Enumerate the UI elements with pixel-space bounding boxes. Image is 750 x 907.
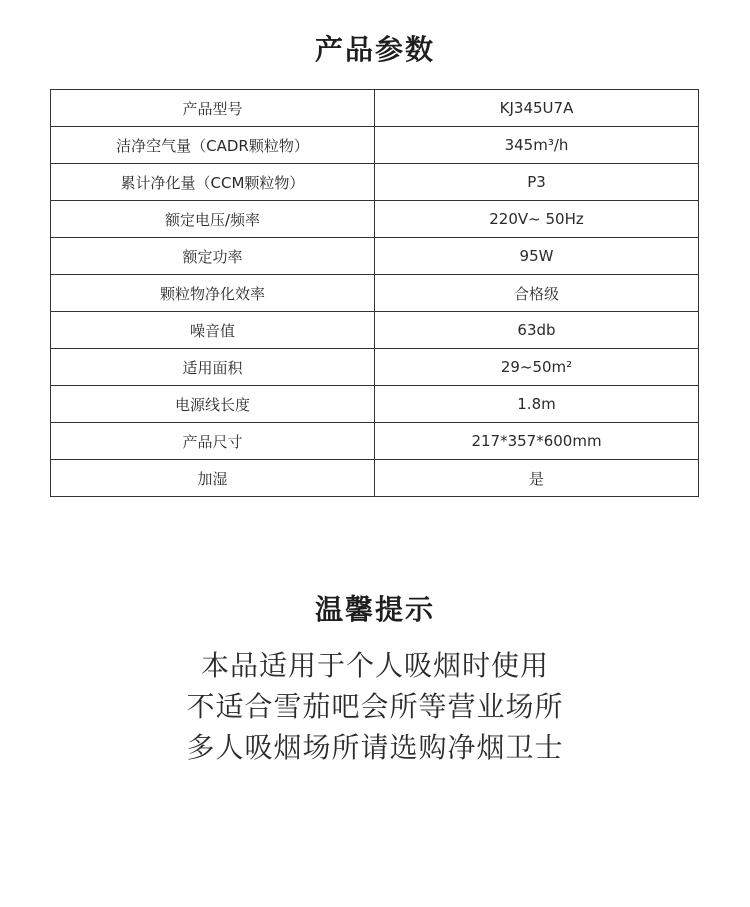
row-label: 额定功率 <box>51 238 375 275</box>
spec-table <box>50 89 699 497</box>
row-value: 217*357*600mm <box>375 423 699 460</box>
tip-line: 不适合雪茄吧会所等营业场所 <box>186 690 564 723</box>
table-row <box>51 423 699 460</box>
row-label: 累计净化量（CCM颗粒物） <box>51 164 375 201</box>
params-title: 产品参数 <box>314 33 435 66</box>
row-label: 电源线长度 <box>51 386 375 423</box>
table-row <box>51 90 699 127</box>
row-value: 合格级 <box>375 275 699 312</box>
row-label: 产品尺寸 <box>51 423 375 460</box>
row-value: 220V~ 50Hz <box>375 201 699 238</box>
row-label: 产品型号 <box>51 90 375 127</box>
tips-body <box>0 645 750 768</box>
table-row <box>51 275 699 312</box>
table-row <box>51 386 699 423</box>
row-value: P3 <box>375 164 699 201</box>
tip-line: 多人吸烟场所请选购净烟卫士 <box>186 731 564 764</box>
row-label: 加湿 <box>51 460 375 497</box>
row-label: 额定电压/频率 <box>51 201 375 238</box>
row-value: 345m³/h <box>375 127 699 164</box>
row-value: 29~50m² <box>375 349 699 386</box>
row-value: 63db <box>375 312 699 349</box>
table-row <box>51 349 699 386</box>
row-value: 1.8m <box>375 386 699 423</box>
table-row <box>51 238 699 275</box>
table-row <box>51 460 699 497</box>
tips-title: 温馨提示 <box>314 593 435 626</box>
row-label: 颗粒物净化效率 <box>51 275 375 312</box>
row-value: 95W <box>375 238 699 275</box>
table-row <box>51 201 699 238</box>
table-row <box>51 127 699 164</box>
tip-line: 本品适用于个人吸烟时使用 <box>200 649 549 682</box>
table-row <box>51 164 699 201</box>
row-label: 洁净空气量（CADR颗粒物） <box>51 127 375 164</box>
row-value: 是 <box>375 460 699 497</box>
table-row <box>51 312 699 349</box>
row-label: 适用面积 <box>51 349 375 386</box>
row-value: KJ345U7A <box>375 90 699 127</box>
row-label: 噪音值 <box>51 312 375 349</box>
